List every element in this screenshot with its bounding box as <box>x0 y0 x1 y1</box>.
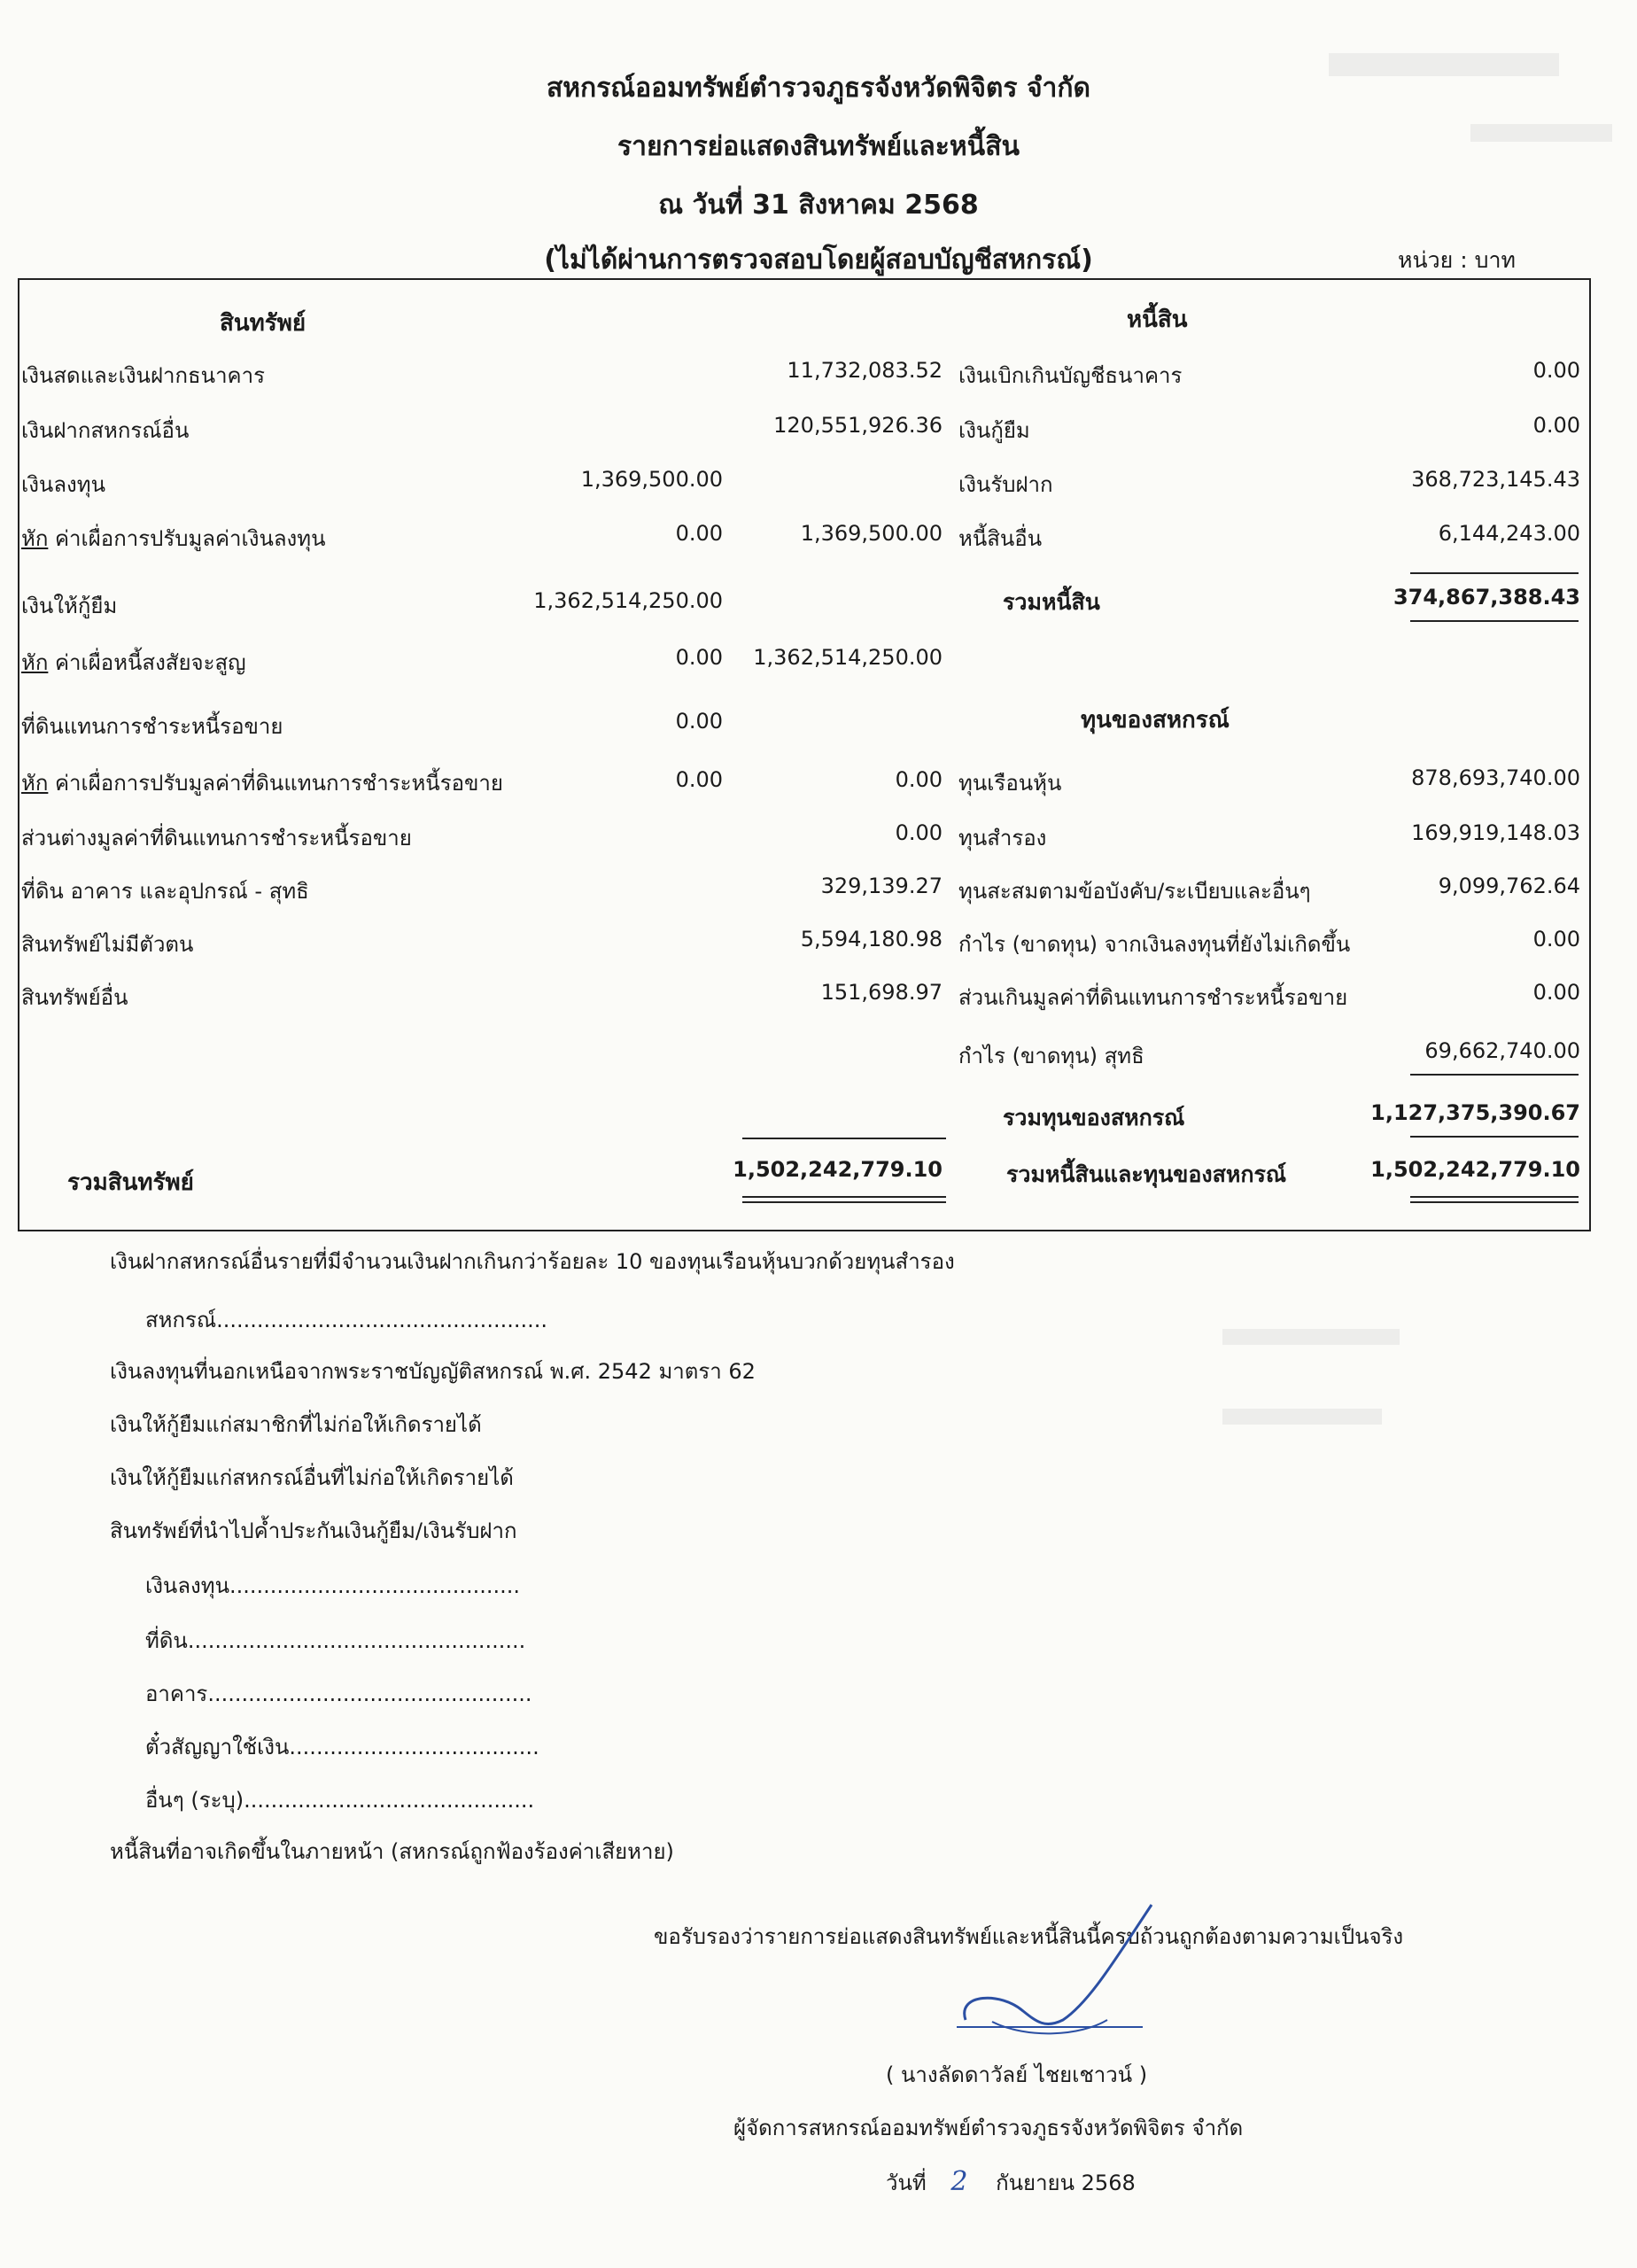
note-pledged-assets: สินทรัพย์ที่นำไปค้ำประกันเงินกู้ยืม/เงินรับฝาก <box>110 1518 517 1543</box>
equity-heading: ทุนของสหกรณ์ <box>1081 707 1230 734</box>
rule <box>742 1138 946 1139</box>
rule <box>742 1201 946 1203</box>
equity-row-value: 69,662,740.00 <box>1424 1038 1580 1063</box>
grand-total-value: 1,502,242,779.10 <box>1370 1157 1580 1182</box>
organization-name: สหกรณ์ออมทรัพย์ตำรวจภูธรจังหวัดพิจิตร จำกัด <box>546 73 1091 104</box>
asset-row-total: 1,362,514,250.00 <box>753 645 943 670</box>
pledged-land: ที่ดิน.................................................. <box>145 1628 526 1653</box>
asset-row-subtotal: 0.00 <box>675 521 723 546</box>
equity-row-value: 0.00 <box>1532 927 1580 951</box>
asset-row-label: เงินให้กู้ยืม <box>21 594 118 618</box>
signature-date <box>886 2165 1136 2200</box>
grand-total-label: รวมหนี้สินและทุนของสหกรณ์ <box>1006 1161 1287 1187</box>
bleed-through-mark <box>1222 1409 1382 1425</box>
rule <box>1410 1136 1579 1138</box>
liability-row-label: เงินเบิกเกินบัญชีธนาคาร <box>958 363 1183 388</box>
signer-position: ผู้จัดการสหกรณ์ออมทรัพย์ตำรวจภูธรจังหวัดพิจิตร จำกัด <box>733 2116 1244 2140</box>
less-prefix: หัก <box>21 526 49 551</box>
liability-row-label: เงินรับฝาก <box>958 472 1053 497</box>
assets-total-label: รวมสินทรัพย์ <box>67 1169 194 1196</box>
equity-row-label: ทุนสำรอง <box>958 826 1047 850</box>
rule <box>1410 1074 1579 1076</box>
document-title: รายการย่อแสดงสินทรัพย์และหนี้สิน <box>617 131 1020 162</box>
certification-statement: ขอรับรองว่ารายการย่อแสดงสินทรัพย์และหนี้สินนี้ครบถ้วนถูกต้องตามความเป็นจริง <box>654 1924 1404 1949</box>
pledged-promissory-notes: ตั๋วสัญญาใช้เงิน..................................... <box>145 1735 539 1759</box>
asset-row-subtotal: 1,369,500.00 <box>580 467 723 492</box>
note-cooperative-blank: สหกรณ์................................................. <box>145 1308 547 1332</box>
asset-row-label: ค่าเผื่อการปรับมูลค่าเงินลงทุน <box>48 526 326 551</box>
audit-status: (ไม่ได้ผ่านการตรวจสอบโดยผู้สอบบัญชีสหกรณ์) <box>544 245 1093 276</box>
asset-row-subtotal: 0.00 <box>675 645 723 670</box>
asset-row-label: สินทรัพย์อื่น <box>21 985 128 1010</box>
report-date: ณ วันที่ 31 สิงหาคม 2568 <box>658 190 979 221</box>
liabilities-total-label: รวมหนี้สิน <box>1003 589 1100 615</box>
assets-total-value: 1,502,242,779.10 <box>733 1157 943 1182</box>
date-day-handwritten: 2 <box>950 2166 968 2197</box>
asset-row-total: 11,732,083.52 <box>787 358 943 383</box>
rule <box>1410 1201 1579 1203</box>
note-nonperforming-member-loans: เงินให้กู้ยืมแก่สมาชิกที่ไม่ก่อให้เกิดรายได้ <box>110 1412 482 1437</box>
rule <box>1410 620 1579 622</box>
asset-row-label: เงินสดและเงินฝากธนาคาร <box>21 363 265 388</box>
equity-row-value: 0.00 <box>1532 980 1580 1005</box>
liability-row-value: 0.00 <box>1532 413 1580 438</box>
bleed-through-mark <box>1222 1329 1400 1345</box>
note-contingent-liabilities: หนี้สินที่อาจเกิดขึ้นในภายหน้า (สหกรณ์ถูกฟ้องร้องค่าเสียหาย) <box>110 1839 674 1864</box>
liabilities-total-value: 374,867,388.43 <box>1393 585 1580 610</box>
note-deposits-over-10pct: เงินฝากสหกรณ์อื่นรายที่มีจำนวนเงินฝากเกินกว่าร้อยละ 10 ของทุนเรือนหุ้นบวกด้วยทุนสำรอง <box>110 1249 955 1274</box>
less-prefix: หัก <box>21 650 49 675</box>
asset-row-label: เงินฝากสหกรณ์อื่น <box>21 418 190 443</box>
pledged-investments: เงินลงทุน........................................... <box>145 1573 521 1598</box>
equity-row-value: 878,693,740.00 <box>1411 765 1580 790</box>
liability-row-label: เงินกู้ยืม <box>958 418 1030 443</box>
asset-row-total: 0.00 <box>895 767 943 792</box>
note-investments-outside-act: เงินลงทุนที่นอกเหนือจากพระราชบัญญัติสหกรณ์ พ.ศ. 2542 มาตรา 62 <box>110 1359 756 1384</box>
asset-row-subtotal: 1,362,514,250.00 <box>533 588 723 613</box>
asset-row-label: ค่าเผื่อการปรับมูลค่าที่ดินแทนการชำระหนี้รอขาย <box>48 771 503 796</box>
equity-total-value: 1,127,375,390.67 <box>1370 1100 1580 1125</box>
pledged-other: อื่นๆ (ระบุ)........................................... <box>145 1788 535 1813</box>
rule <box>742 1196 946 1198</box>
liability-row-value: 0.00 <box>1532 358 1580 383</box>
equity-row-label: ทุนเรือนหุ้น <box>958 771 1062 796</box>
liability-row-value: 6,144,243.00 <box>1438 521 1580 546</box>
asset-row-label: ค่าเผื่อหนี้สงสัยจะสูญ <box>48 650 246 675</box>
asset-row-subtotal: 0.00 <box>675 709 723 734</box>
asset-row-total: 0.00 <box>895 820 943 845</box>
date-month-year: กันยายน 2568 <box>996 2171 1136 2195</box>
liabilities-heading: หนี้สิน <box>1127 307 1188 333</box>
asset-row-total: 120,551,926.36 <box>773 413 943 438</box>
asset-row-subtotal: 0.00 <box>675 767 723 792</box>
asset-row-total: 329,139.27 <box>820 874 943 898</box>
asset-row-total: 5,594,180.98 <box>800 927 943 951</box>
asset-row-total: 151,698.97 <box>820 980 943 1005</box>
signature-image <box>939 1887 1169 2055</box>
equity-total-label: รวมทุนของสหกรณ์ <box>1003 1105 1185 1130</box>
rule <box>1410 572 1579 574</box>
asset-row-label: สินทรัพย์ไม่มีตัวตน <box>21 932 194 957</box>
liability-row-label: หนี้สินอื่น <box>958 526 1043 551</box>
less-prefix: หัก <box>21 771 49 796</box>
equity-row-label: ทุนสะสมตามข้อบังคับ/ระเบียบและอื่นๆ <box>958 879 1311 904</box>
unit-label: หน่วย : บาท <box>1398 247 1516 273</box>
asset-row-total: 1,369,500.00 <box>800 521 943 546</box>
equity-row-value: 9,099,762.64 <box>1438 874 1580 898</box>
rule <box>1410 1196 1579 1198</box>
equity-row-label: กำไร (ขาดทุน) จากเงินลงทุนที่ยังไม่เกิดขึ้น <box>958 932 1351 957</box>
date-prefix: วันที่ <box>886 2171 927 2195</box>
note-nonperforming-coop-loans: เงินให้กู้ยืมแก่สหกรณ์อื่นที่ไม่ก่อให้เกิดรายได้ <box>110 1465 514 1490</box>
asset-row-label: เงินลงทุน <box>21 472 105 497</box>
pledged-buildings: อาคาร................................................ <box>145 1682 532 1706</box>
asset-row-label: ที่ดินแทนการชำระหนี้รอขาย <box>21 714 283 739</box>
equity-row-value: 169,919,148.03 <box>1411 820 1580 845</box>
asset-row-label: ที่ดิน อาคาร และอุปกรณ์ - สุทธิ <box>21 879 309 904</box>
equity-row-label: ส่วนเกินมูลค่าที่ดินแทนการชำระหนี้รอขาย <box>958 985 1348 1010</box>
assets-heading: สินทรัพย์ <box>220 310 306 337</box>
signer-name: ( นางลัดดาวัลย์ ไชยเชาวน์ ) <box>886 2062 1148 2087</box>
liability-row-value: 368,723,145.43 <box>1411 467 1580 492</box>
asset-row-label: ส่วนต่างมูลค่าที่ดินแทนการชำระหนี้รอขาย <box>21 826 412 850</box>
equity-row-label: กำไร (ขาดทุน) สุทธิ <box>958 1044 1144 1068</box>
